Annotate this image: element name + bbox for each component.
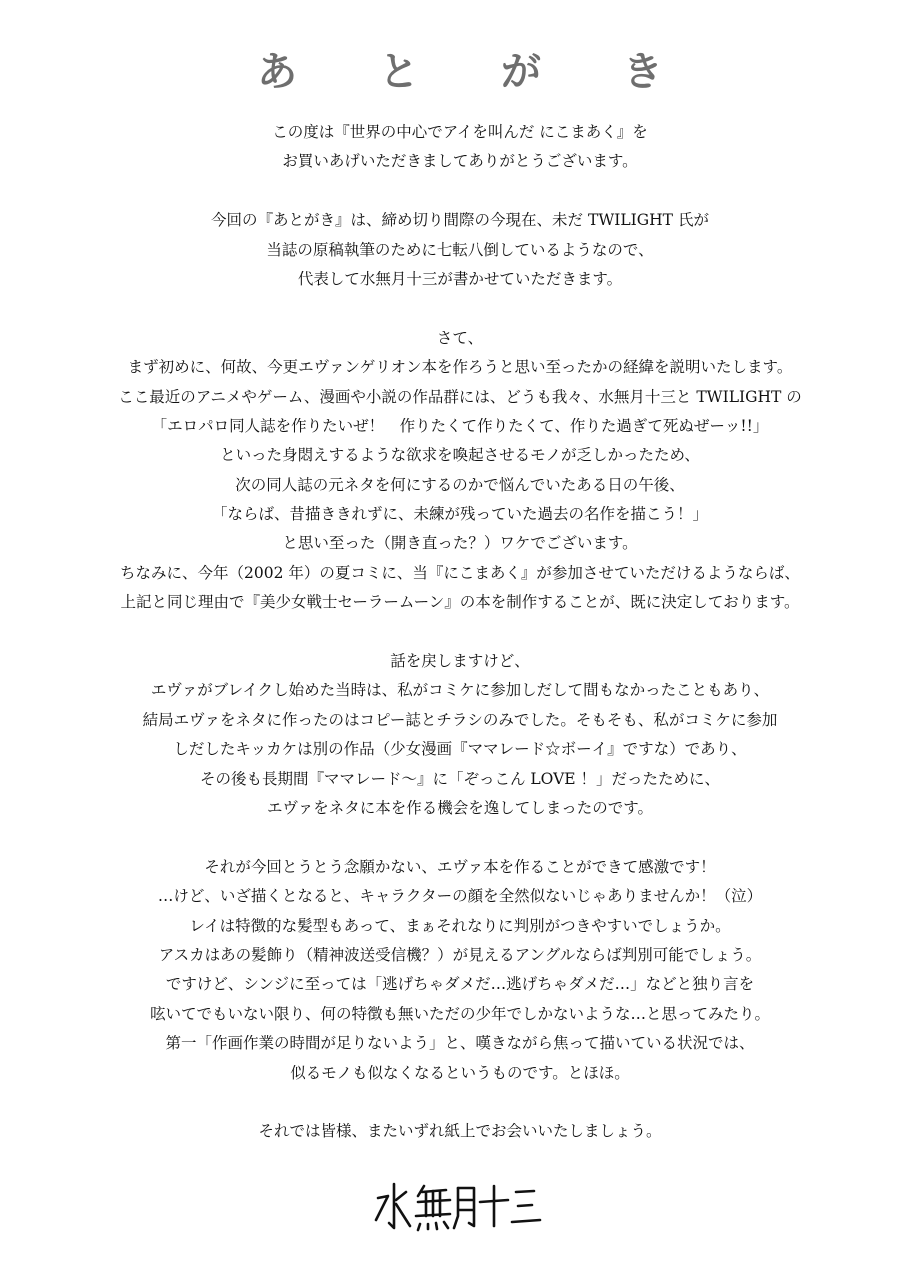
- text-line: 「エロパロ同人誌を作りたいぜ！ 作りたくて作りたくて、作りた過ぎて死ぬぜーッ!!」: [151, 416, 769, 435]
- text-line: しだしたキッカケは別の作品（少女漫画『ママレード☆ボーイ』ですな）であり、: [173, 740, 747, 759]
- text-line: それが今回とうとう念願かない、エヴァ本を作ることができて感激です！: [204, 857, 716, 876]
- text-line: お買いあげいただきましてありがとうございます。: [282, 152, 638, 171]
- text-line: エヴァをネタに本を作る機会を逸してしまったのです。: [266, 798, 654, 817]
- text-line: ここ最近のアニメやゲーム、漫画や小説の作品群には、どうも我々、水無月十三と TWILIGHT の: [118, 387, 802, 406]
- text-line: 当誌の原稿執筆のために七転八倒しているようなので、: [266, 240, 654, 259]
- text-line: 代表して水無月十三が書かせていただきます。: [297, 269, 623, 288]
- text-line: 上記と同じ理由で『美少女戦士セーラームーン』の本を制作することが、既に決定しております。: [120, 593, 800, 612]
- text-line: …けど、いざ描くとなると、キャラクターの顔を全然似ないじゃありませんか！（泣）: [157, 887, 763, 906]
- text-line: 次の同人誌の元ネタを何にするのかで悩んでいたある日の午後、: [235, 475, 685, 494]
- text-line: 結局エヴァをネタに作ったのはコピー誌とチラシのみでした。そもそも、私がコミケに参加: [142, 710, 778, 729]
- text-line: 第一「作画作業の時間が足りないよう」と、嘆きながら焦って描いている状況では、: [165, 1034, 755, 1053]
- text-line: といった身悶えするような欲求を喚起させるモノが乏しかったため、: [220, 446, 700, 465]
- paragraph-spacer: [30, 294, 890, 323]
- text-line: 話を戻しますけど、: [390, 652, 530, 671]
- author-signature: [372, 1176, 548, 1238]
- text-line: と思い至った（開き直った？）ワケでございます。: [282, 534, 638, 553]
- text-line: この度は『世界の中心でアイを叫んだ にこまあく』を: [272, 123, 648, 141]
- text-line: 似るモノも似なくなるというものです。とほほ。: [290, 1063, 630, 1082]
- text-line: ちなみに、今年（2002 年）の夏コミに、当『にこまあく』が参加させていただけるようならば、: [120, 563, 800, 582]
- afterword-body: [30, 118, 890, 1147]
- text-line: 呟いてでもいない限り、何の特徴も無いただの少年でしかないような…と思ってみたり。: [149, 1004, 770, 1023]
- text-line: アスカはあの髪飾り（精神波送受信機？）が見えるアングルならば判別可能でしょう。: [158, 945, 762, 964]
- text-line: その後も長期間『ママレード～』に「ぞっこん LOVE ！」だったために、: [199, 769, 721, 788]
- text-line: まず初めに、何故、今更エヴァンゲリオン本を作ろうと思い至ったかの経緯を説明いたします。: [127, 358, 793, 377]
- paragraph-spacer: [30, 177, 890, 206]
- text-line: それでは皆様、またいずれ紙上でお会いいたしましょう。: [258, 1122, 662, 1141]
- text-line: レイは特徴的な髪型もあって、まぁそれなりに判別がつきやすいでしょうか。: [189, 916, 731, 935]
- text-line: ですけど、シンジに至っては「逃げちゃダメだ…逃げちゃダメだ…」などと独り言を: [165, 975, 755, 994]
- paragraph-spacer: [30, 1088, 890, 1117]
- text-line: エヴァがブレイクし始めた当時は、私がコミケに参加しだして間もなかったこともあり、: [150, 681, 770, 700]
- text-line: 「ならば、昔描ききれずに、未練が残っていた過去の名作を描こう！」: [211, 505, 708, 524]
- text-line: さて、: [436, 328, 484, 347]
- paragraph-spacer: [30, 823, 890, 852]
- paragraph-spacer: [30, 618, 890, 647]
- text-line: 今回の『あとがき』は、締め切り間際の今現在、未だ TWILIGHT 氏が: [211, 211, 709, 230]
- page-title: あ と が き: [257, 49, 697, 95]
